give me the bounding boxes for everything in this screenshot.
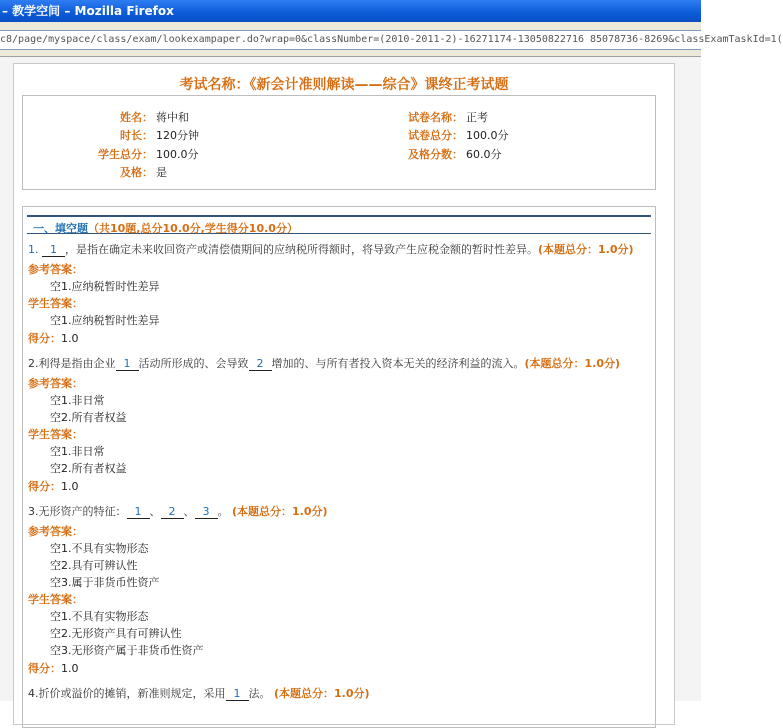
question-4-text: [28, 685, 370, 701]
question-1-text: [28, 241, 634, 257]
item-score: (本题总分：1.0分): [524, 357, 621, 370]
ref-answer-item: 空2.具有可辨认性: [50, 559, 138, 572]
name-value: 蒋中和: [156, 111, 189, 124]
question-3-start: 3.无形资产的特征：: [28, 505, 127, 518]
score-label: 得分：: [28, 662, 61, 675]
paper-name-label: 试卷名称：: [408, 111, 463, 124]
score-value: 1.0: [61, 662, 79, 675]
page-viewport[interactable]: [0, 57, 701, 701]
score-value: 1.0: [61, 332, 79, 345]
address-bar[interactable]: c8/page/myspace/class/exam/lookexampaper.do?wrap=0&classNumber=(2010-2011-2)-16271174-13050822716 85078736-8269&classExamTaskId=1(: [0, 30, 701, 50]
score-line: [28, 330, 79, 346]
window-title: – 教学空间 – Mozilla Firefox: [2, 4, 174, 18]
blank: 2: [161, 505, 184, 519]
paper-total-value: 100.0分: [466, 129, 509, 142]
window-titlebar: [0, 0, 701, 22]
student-answer-item: 空1.应纳税暂时性差异: [50, 314, 160, 327]
blank: 1: [42, 243, 65, 257]
question-2-start: 2.利得是指由企业: [28, 357, 116, 370]
pass-score-label: 及格分数：: [408, 148, 463, 161]
question-4-end: 法。: [248, 687, 271, 700]
blank: 3: [195, 505, 218, 519]
item-score: (本题总分：1.0分): [274, 687, 370, 700]
blank: 1: [226, 687, 249, 701]
ref-answer-item: 空1.非日常: [50, 394, 105, 407]
duration-value: 120分钟: [156, 129, 199, 142]
ref-answer-item: 空1.应纳税暂时性差异: [50, 280, 160, 293]
section-summary: （共10题,总分10.0分,学生得分10.0分）: [88, 222, 298, 235]
ref-answer-label: 参考答案：: [28, 377, 83, 390]
blank: 2: [249, 357, 272, 371]
pass-value: 是: [156, 166, 167, 179]
student-answer-label: 学生答案：: [28, 428, 83, 441]
section-title-text: 一、填空题: [33, 222, 88, 235]
ref-answer-item: 空3.属于非货币性资产: [50, 576, 160, 589]
score-label: 得分：: [28, 332, 61, 345]
pass-score-value: 60.0分: [466, 148, 502, 161]
ref-answer-item: 空1.不具有实物形态: [50, 542, 149, 555]
separator: 、: [183, 505, 195, 518]
student-answer-item: 空3.无形资产属于非货币性资产: [50, 644, 204, 657]
paper-name-value: 正考: [466, 111, 488, 124]
ref-answer-label: 参考答案：: [28, 525, 83, 538]
student-answer-label: 学生答案：: [28, 593, 83, 606]
exam-title: 考试名称：《新会计准则解读——综合》课终正考试题: [179, 77, 509, 93]
question-1-number: 1.: [28, 243, 42, 256]
paper-total-label: 试卷总分：: [408, 129, 463, 142]
question-3-text: [28, 503, 328, 519]
pass-label: 及格：: [120, 166, 153, 179]
exam-paper: [13, 63, 675, 725]
score-label: 得分：: [28, 480, 61, 493]
question-3-end: 。: [217, 505, 229, 518]
item-score: (本题总分：1.0分): [232, 505, 328, 518]
student-answer-item: 空2.无形资产具有可辨认性: [50, 627, 182, 640]
name-label: 姓名：: [120, 111, 153, 124]
separator: 、: [149, 505, 161, 518]
navigation-toolbar: [0, 22, 783, 57]
fill-blank-section: [22, 206, 656, 728]
blank: 1: [116, 357, 139, 371]
exam-info-box: [22, 95, 656, 190]
duration-label: 时长：: [120, 129, 153, 142]
student-total-value: 100.0分: [156, 148, 199, 161]
ref-answer-label: 参考答案：: [28, 263, 83, 276]
student-answer-item: 空2.所有者权益: [50, 462, 127, 475]
student-total-label: 学生总分：: [98, 148, 153, 161]
score-value: 1.0: [61, 480, 79, 493]
question-4-start: 4.折价或溢价的摊销，新准则规定，采用: [28, 687, 226, 700]
student-answer-item: 空1.不具有实物形态: [50, 610, 149, 623]
student-answer-label: 学生答案：: [28, 297, 83, 310]
section-title: [33, 220, 298, 236]
section-header: [27, 215, 651, 234]
question-1-body: ，是指在确定未来收回资产或清偿债期间的应纳税所得额时，将导致产生应税金额的暂时性差异。: [65, 243, 538, 256]
item-score: (本题总分：1.0分): [538, 243, 634, 256]
student-answer-item: 空1.非日常: [50, 445, 105, 458]
question-2-text: [28, 355, 620, 371]
question-2-mid: 活动所形成的、会导致: [138, 357, 249, 370]
question-2-end: 增加的、与所有者投入资本无关的经济利益的流入。: [271, 357, 525, 370]
blank: 1: [127, 505, 150, 519]
ref-answer-item: 空2.所有者权益: [50, 411, 127, 424]
score-line: [28, 660, 79, 676]
score-line: [28, 478, 79, 494]
